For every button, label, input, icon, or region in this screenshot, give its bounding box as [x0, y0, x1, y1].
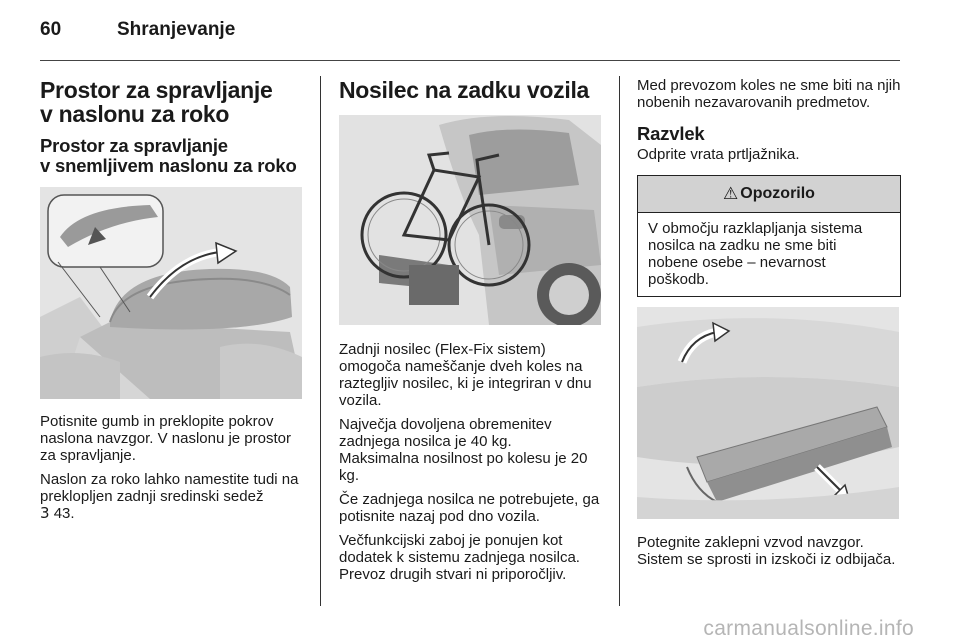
- subsection-heading-removable-armrest: Prostor za spravljanje v snemljivem naslonu za roko: [40, 135, 297, 176]
- warning-box: [637, 175, 901, 297]
- armrest-rear-seat-text: Naslon za roko lahko namestite tudi na preklopljen zadnji sredinski sedež 3 43.: [40, 471, 299, 522]
- rear-carrier-description: Zadnji nosilec (Flex-Fix sistem) omogoča nameščanje dveh koles na raztegljiv nosilec, ki je integriran v dnu vozila.: [339, 341, 592, 409]
- armrest-instruction-text: Potisnite gumb in preklopite pokrov naslona navzgor. V naslonu je prostor za spravljanje.: [40, 413, 291, 464]
- open-tailgate-instruction: Odprite vrata prtljažnika.: [637, 146, 800, 163]
- column-armrest: [40, 70, 304, 522]
- chapter-title: Shranjevanje: [117, 19, 236, 40]
- page-number: 60: [40, 19, 62, 40]
- watermark: carmanualsonline.info: [703, 617, 914, 640]
- page-reference-link[interactable]: 43.: [53, 505, 75, 522]
- warning-header: ⚠ Opozorilo: [638, 176, 900, 213]
- release-lever-illustration: [637, 307, 899, 519]
- column-divider-2: [619, 76, 620, 606]
- rear-carrier-bike-illustration: [339, 115, 601, 325]
- rear-carrier-retract-text: Če zadnjega nosilca ne potrebujete, ga potisnite nazaj pod dno vozila.: [339, 491, 600, 525]
- header-rule: [40, 60, 900, 61]
- rear-carrier-load-limits: Največja dovoljena obremenitev zadnjega nosilca je 40 kg. Maksimalna nosilnost po kolesu je 20 kg.: [339, 416, 588, 484]
- page-reference-icon: 3: [40, 504, 50, 522]
- column-divider-1: [320, 76, 321, 606]
- warning-text: V območju razklapljanja sistema nosilca na zadku ne sme biti nobene osebe – nevarnost poškodb.: [648, 220, 863, 288]
- section-heading-rear-carrier: Nosilec na zadku vozila: [339, 77, 590, 103]
- warning-triangle-icon: ⚠: [723, 184, 739, 203]
- column-extend: [637, 70, 901, 568]
- section-heading-extend: Razvlek: [637, 123, 705, 144]
- section-heading-armrest-storage: Prostor za spravljanje v naslonu za roko: [40, 77, 273, 127]
- armrest-illustration: [40, 187, 302, 399]
- pull-lever-instruction: Potegnite zaklepni vzvod navzgor. Sistem se sprosti in izskoči iz odbijača.: [637, 534, 896, 568]
- rear-carrier-accessory-text: Večfunkcijski zaboj je ponujen kot dodatek k sistemu zadnjega nosilca. Prevoz drugih stvari ni priporočljiv.: [339, 532, 580, 583]
- column-rear-carrier: [339, 70, 603, 583]
- bike-transport-note: Med prevozom koles ne sme biti na njih nobenih nezavarovanih predmetov.: [637, 77, 901, 111]
